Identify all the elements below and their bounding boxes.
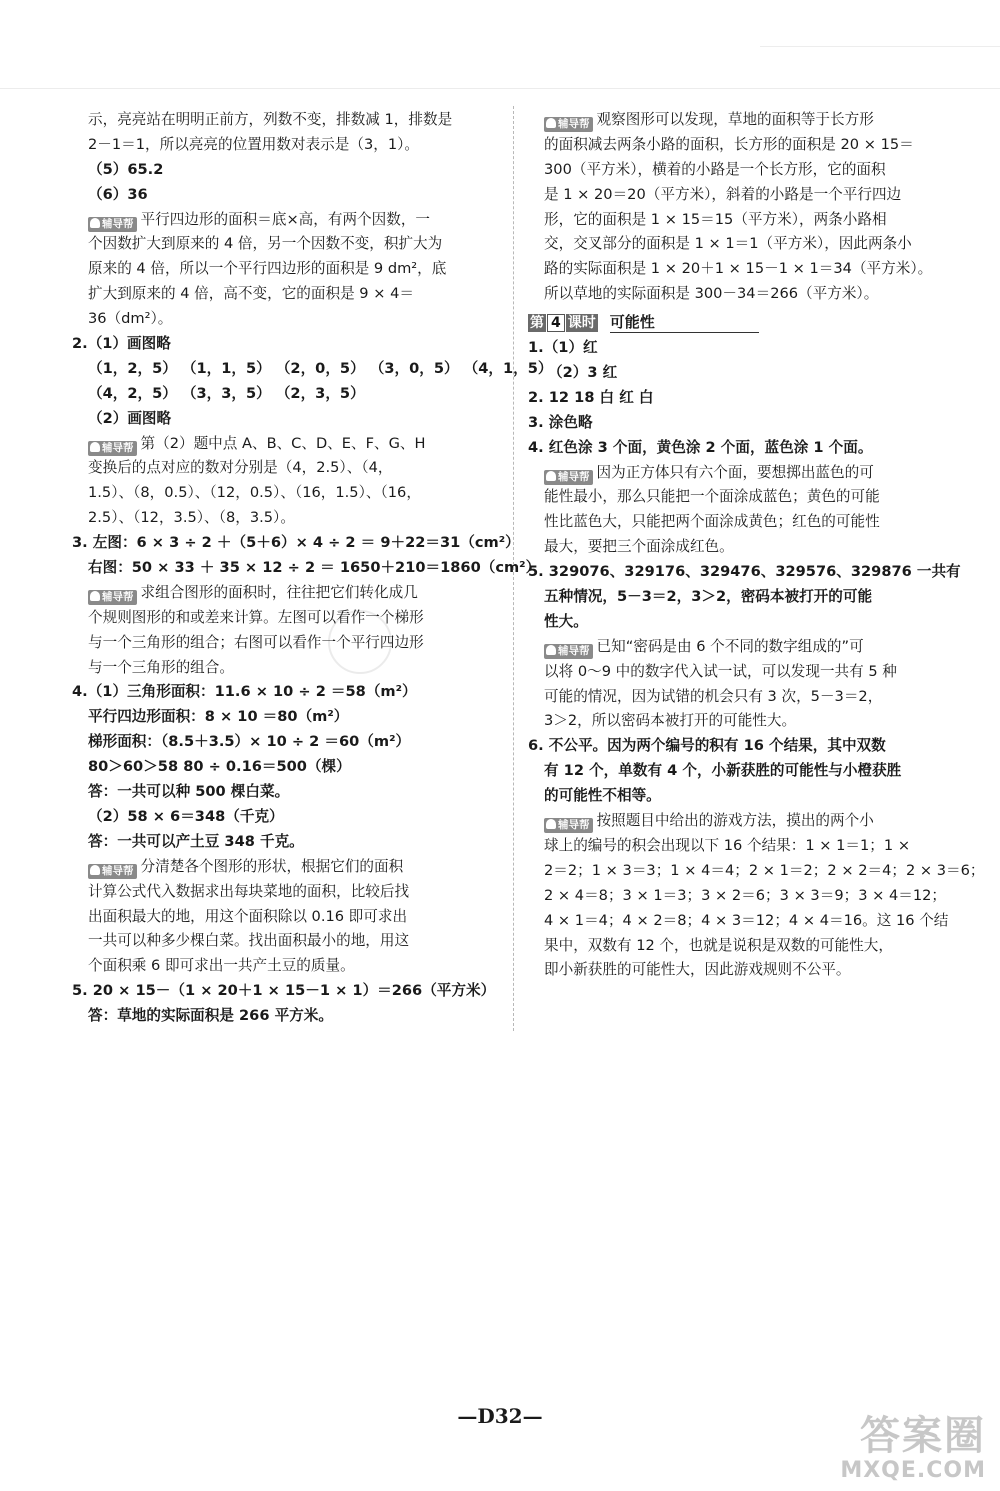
tip-label: 辅导帮	[102, 590, 134, 603]
lesson-heading	[528, 310, 952, 336]
line-text: 一共可以种多少棵白菜。找出面积最小的地，用这	[88, 932, 410, 950]
answer-line	[528, 535, 952, 560]
line-text: 性大。	[544, 612, 588, 630]
book-icon	[90, 591, 100, 601]
answer-line	[72, 1004, 504, 1029]
line-text: 2.（1）画图略	[72, 335, 171, 353]
line-text: 答：一共可以种 500 棵白菜。	[88, 783, 290, 801]
book-icon	[546, 819, 556, 829]
line-text: 性比蓝色大，只能把两个面涂成黄色；红色的可能性	[544, 513, 880, 531]
answer-line	[72, 680, 504, 705]
answer-line	[72, 158, 504, 183]
line-text: 2－1＝1，所以亮亮的位置用数对表示是（3，1）。	[88, 135, 420, 153]
answer-line	[72, 357, 553, 382]
line-text: 6. 不公平。因为两个编号的积有 16 个结果，其中双数	[528, 737, 886, 755]
answer-line	[528, 158, 952, 183]
tip-paragraph-line	[72, 855, 504, 880]
answer-line	[528, 934, 952, 959]
line-text: 按照题目中给出的游戏方法，摸出的两个小	[596, 812, 874, 830]
line-text: 可能的情况，因为试错的机会只有 3 次，5－3＝2，	[544, 687, 883, 705]
tip-badge	[544, 818, 593, 833]
line-text: （6）36	[88, 185, 148, 203]
answer-line	[72, 606, 504, 631]
line-text: 交，交叉部分的面积是 1 × 1＝1（平方米），因此两条小	[544, 235, 912, 253]
tip-paragraph-line	[72, 432, 504, 457]
line-text: 个因数扩大到原来的 4 倍，另一个因数不变，积扩大为	[88, 235, 443, 253]
line-text: 的面积减去两条小路的面积，长方形的面积是 20 × 15＝	[544, 135, 914, 153]
answer-line	[528, 859, 985, 884]
line-text: 4 × 1＝4；4 × 2＝8；4 × 3＝12；4 × 4＝16。这 16 个结	[544, 911, 949, 929]
answer-line	[72, 905, 504, 930]
tip-label: 辅导帮	[558, 118, 590, 130]
line-text: 分清楚各个图形的形状，根据它们的面积	[140, 857, 404, 875]
tip-paragraph-line	[72, 208, 504, 233]
line-text: 36（dm²）。	[88, 310, 173, 328]
tip-label: 辅导帮	[558, 644, 590, 657]
answer-line	[528, 208, 952, 233]
line-text: （2）画图略	[88, 409, 172, 427]
answer-line	[528, 585, 952, 610]
answer-line	[72, 332, 504, 357]
tip-badge	[88, 217, 137, 232]
line-text: 3. 涂色略	[528, 413, 593, 431]
answer-line	[528, 183, 952, 208]
tip-label: 辅导帮	[558, 819, 590, 832]
line-text: 已知“密码是由 6 个不同的数字组成的”可	[596, 637, 864, 655]
tip-badge	[544, 470, 593, 485]
tip-paragraph-line	[528, 635, 952, 660]
line-text: 因为正方体只有六个面，要想掷出蓝色的可	[596, 463, 874, 481]
tip-badge	[544, 644, 593, 659]
book-icon	[546, 471, 556, 481]
tip-badge	[88, 441, 137, 456]
line-text: 1.（1）红	[528, 339, 598, 357]
line-text: 果中，双数有 12 个，也就是说积是双数的可能性大，	[544, 936, 893, 954]
line-text: 与一个三角形的组合；右图可以看作一个平行四边形	[88, 633, 424, 651]
line-text: 变换后的点对应的数对分别是（4，2.5）、（4，	[88, 459, 393, 477]
tip-badge	[544, 117, 593, 132]
line-text: 4. 红色涂 3 个面，黄色涂 2 个面，蓝色涂 1 个面。	[528, 438, 873, 456]
right-column	[528, 108, 985, 983]
line-text: 出面积最大的地，用这个面积除以 0.16 即可求出	[88, 907, 408, 925]
lesson-number: 4	[547, 314, 565, 332]
answer-line	[528, 336, 952, 361]
answer-line	[528, 709, 952, 734]
line-text: 的可能性不相等。	[544, 787, 661, 805]
top-rule-right	[760, 46, 1000, 47]
lesson-title: 可能性	[610, 312, 759, 333]
line-text: 求组合图形的面积时，往往把它们转化成几	[140, 583, 418, 601]
line-text: 五种情况，5－3＝2，3＞2，密码本被打开的可能	[544, 588, 873, 606]
answer-line	[72, 232, 504, 257]
answer-line	[528, 436, 952, 461]
answer-line	[72, 929, 504, 954]
answer-line	[528, 660, 952, 685]
page-number: —D32—	[457, 1404, 543, 1428]
answer-line	[528, 510, 952, 535]
answer-line	[72, 705, 504, 730]
right-bottom-block	[528, 336, 985, 983]
answer-line	[528, 386, 952, 411]
tip-paragraph-line	[528, 809, 952, 834]
tip-paragraph-line	[528, 461, 952, 486]
line-text: 梯形面积：（8.5＋3.5）× 10 ÷ 2 ＝60（m²）	[88, 733, 411, 751]
answer-line	[72, 880, 504, 905]
line-text: （1，2，5） （1，1，5） （2，0，5） （3，0，5） （4，1，5）	[88, 359, 553, 377]
answer-line	[528, 909, 952, 934]
line-text: 示，亮亮站在明明正前方，列数不变，排数减 1，排数是	[88, 111, 453, 128]
line-text: （2）3 红	[548, 364, 618, 382]
line-text: 3. 左图：6 × 3 ÷ 2 ＋（5＋6）× 4 ÷ 2 ＝ 9＋22＝31（cm²）	[72, 534, 520, 552]
line-text: 计算公式代入数据求出每块菜地的面积，比较后找	[88, 882, 410, 900]
line-text: （2）58 × 6＝348（千克）	[88, 807, 284, 825]
answer-line	[528, 361, 952, 386]
answer-line	[72, 531, 520, 556]
answer-line	[72, 631, 504, 656]
answer-line	[528, 685, 952, 710]
answer-line	[528, 958, 952, 983]
line-text: 形，它的面积是 1 × 15＝15（平方米），两条小路相	[544, 210, 887, 228]
line-text: 300（平方米），横着的小路是一个长方形，它的面积	[544, 160, 886, 178]
answer-line	[528, 232, 952, 257]
line-text: 是 1 × 20＝20（平方米），斜着的小路是一个平行四边	[544, 185, 902, 203]
line-text: 5. 20 × 15－（1 × 20＋1 × 15－1 × 1）＝266（平方米）	[72, 982, 496, 1000]
answer-line	[528, 784, 952, 809]
answer-line	[528, 560, 961, 585]
line-text: （5）65.2	[88, 160, 164, 178]
answer-line	[72, 183, 504, 208]
line-text: 答：草地的实际面积是 266 平方米。	[88, 1007, 333, 1025]
line-text: 即小新获胜的可能性大，因此游戏规则不公平。	[544, 961, 851, 979]
line-text: 2.5）、（12，3.5）、（8，3.5）。	[88, 509, 295, 527]
line-text: 所以草地的实际面积是 300－34＝266（平方米）。	[544, 285, 879, 303]
answer-line	[72, 954, 504, 979]
line-text: 个面积乘 6 即可求出一共产土豆的质量。	[88, 957, 355, 975]
top-rule	[0, 88, 1000, 89]
answer-line	[72, 805, 504, 830]
left-column	[72, 108, 553, 1029]
tip-label: 辅导帮	[102, 864, 134, 877]
line-text: 个规则图形的和或差来计算。左图可以看作一个梯形	[88, 608, 424, 626]
tip-label: 辅导帮	[102, 441, 134, 454]
answer-line	[72, 282, 504, 307]
answer-line	[528, 834, 952, 859]
answer-line	[528, 884, 952, 909]
line-text: 2 × 4＝8；3 × 1＝3；3 × 2＝6；3 × 3＝9；3 × 4＝12；	[544, 886, 947, 904]
answer-line	[72, 830, 504, 855]
line-text: 以将 0～9 中的数字代入试一试，可以发现一共有 5 种	[544, 662, 897, 680]
line-text: 与一个三角形的组合。	[88, 658, 234, 676]
watermark-logo: 答案圈	[860, 1413, 986, 1459]
column-divider	[513, 106, 514, 1031]
answer-line	[72, 382, 504, 407]
answer-line	[72, 257, 504, 282]
answer-line	[528, 610, 952, 635]
tip-badge	[88, 864, 137, 879]
answer-line	[72, 730, 504, 755]
line-text: 原来的 4 倍，所以一个平行四边形的面积是 9 dm²，底	[88, 260, 447, 278]
answer-line	[72, 780, 504, 805]
answer-line	[528, 257, 952, 282]
right-top-block	[528, 108, 952, 307]
line-text: 3＞2，所以密码本被打开的可能性大。	[544, 712, 797, 730]
line-text: 路的实际面积是 1 × 20＋1 × 15－1 × 1＝34（平方米）。	[544, 260, 933, 278]
answer-line	[528, 485, 952, 510]
answer-line	[72, 755, 504, 780]
answer-line	[528, 133, 952, 158]
book-icon	[90, 865, 100, 875]
line-text: 2＝2；1 × 3＝3；1 × 4＝4；2 × 1＝2；2 × 2＝4；2 × 3＝6；	[544, 861, 985, 879]
tip-label: 辅导帮	[102, 217, 134, 230]
line-text: 右图：50 × 33 ＋ 35 × 12 ÷ 2 ＝ 1650＋210＝1860（cm²）	[88, 559, 541, 577]
answer-line	[528, 759, 952, 784]
line-text: 平行四边形的面积＝底×高，有两个因数，一	[140, 210, 431, 228]
answer-line	[72, 407, 504, 432]
line-text: 观察图形可以发现，草地的面积等于长方形	[596, 111, 874, 128]
line-text: 平行四边形面积：8 × 10 ＝80（m²）	[88, 708, 349, 726]
line-text: 答：一共可以产土豆 348 千克。	[88, 832, 304, 850]
tip-label: 辅导帮	[558, 470, 590, 483]
answer-line	[72, 481, 504, 506]
line-text: 5. 329076、329176、329476、329576、329876 一共有	[528, 563, 961, 581]
watermark	[840, 1414, 986, 1483]
line-text: 1.5）、（8，0.5）、（12，0.5）、（16，1.5）、（16，	[88, 484, 421, 502]
answer-line	[72, 108, 504, 133]
answer-line	[72, 656, 504, 681]
answer-line	[528, 282, 952, 307]
line-text: （4，2，5） （3，3，5） （2，3，5）	[88, 384, 365, 402]
tip-badge	[88, 590, 137, 605]
book-icon	[90, 218, 100, 228]
line-text: 80＞60＞58 80 ÷ 0.16＝500（棵）	[88, 758, 351, 776]
line-text: 球上的编号的积会出现以下 16 个结果：1 × 1＝1；1 ×	[544, 836, 911, 854]
answer-line	[72, 133, 504, 158]
answer-line	[72, 506, 504, 531]
watermark-url: MXQE.COM	[840, 1458, 986, 1483]
line-text: 4.（1）三角形面积：11.6 × 10 ÷ 2 ＝58（m²）	[72, 683, 417, 701]
faint-stamp-mark	[328, 610, 392, 674]
line-text: 有 12 个，单数有 4 个，小新获胜的可能性与小橙获胜	[544, 762, 902, 780]
lesson-prefix: 第	[530, 315, 544, 332]
tip-paragraph-line	[72, 581, 504, 606]
line-text: 2. 12 18 白 红 白	[528, 388, 654, 406]
answer-line	[72, 979, 504, 1004]
line-text: 能性最小，那么只能把一个面涂成蓝色；黄色的可能	[544, 488, 880, 506]
lesson-suffix: 课时	[567, 315, 596, 332]
tip-paragraph-line	[528, 108, 952, 133]
line-text: 扩大到原来的 4 倍，高不变，它的面积是 9 × 4＝	[88, 285, 414, 303]
book-icon	[90, 442, 100, 452]
answer-line	[72, 556, 541, 581]
book-icon	[546, 118, 556, 128]
answer-line	[72, 307, 504, 332]
answer-line	[528, 411, 952, 436]
line-text: 第（2）题中点 A、B、C、D、E、F、G、H	[140, 434, 426, 452]
answer-line	[72, 456, 504, 481]
answer-line	[528, 734, 952, 759]
book-icon	[546, 645, 556, 655]
line-text: 最大，要把三个面涂成红色。	[544, 538, 734, 556]
